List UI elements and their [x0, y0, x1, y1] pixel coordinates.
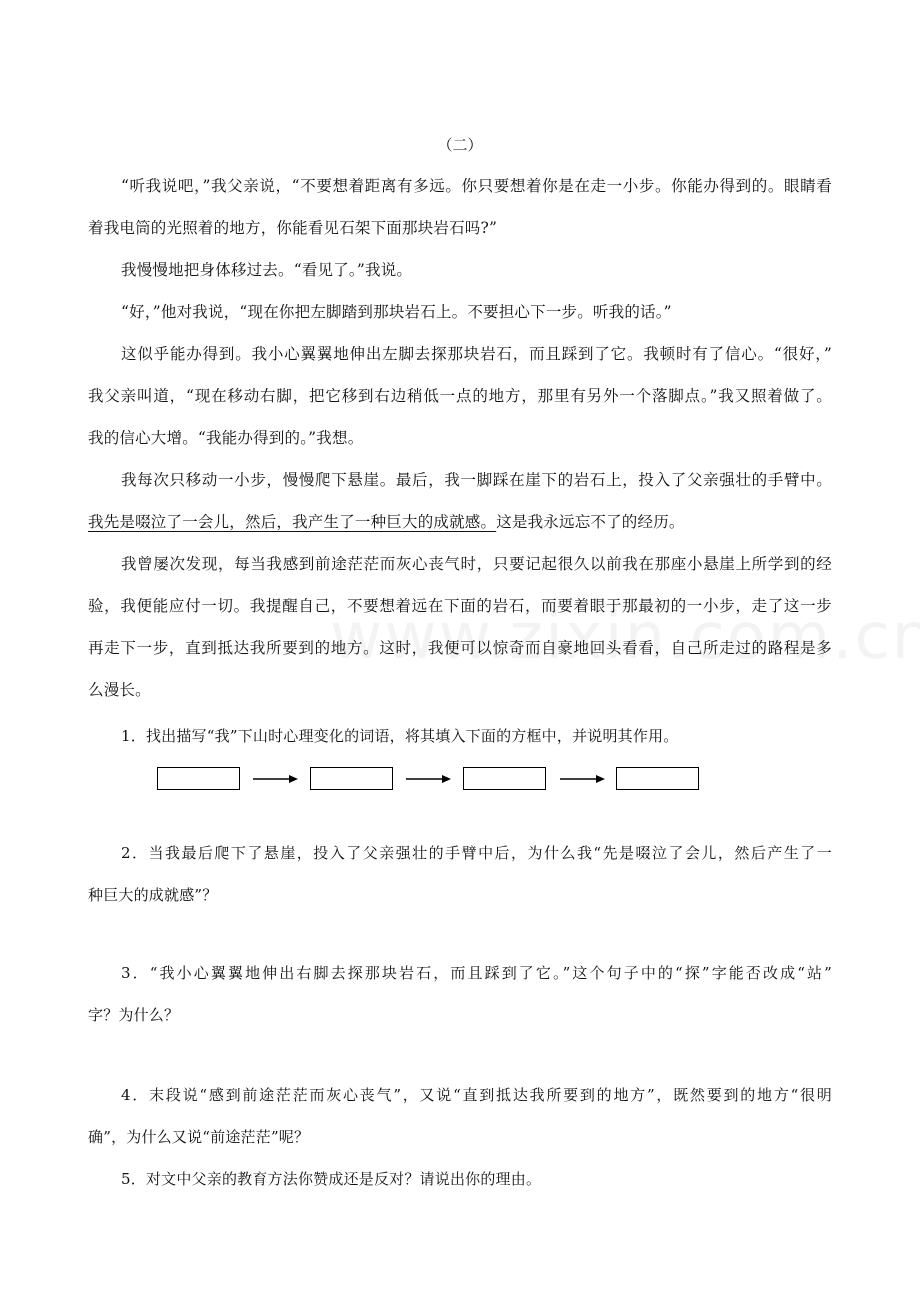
arrow-right-icon: [253, 774, 298, 784]
answer-box-1[interactable]: [157, 767, 240, 790]
passage-line: 验，我便能应付一切。我提醒自己，不要想着远在下面的岩石，而要着眼于那最初的一小步，走了这一步: [88, 597, 832, 615]
passage-text: 这是我永远忘不了的经历。: [496, 513, 685, 531]
passage-line: 我的信心大增。“我能办得到的。”我想。: [88, 429, 364, 447]
arrow-right-icon: [406, 774, 451, 784]
passage-line: “好，”他对我说，“现在你把左脚踏到那块岩石上。不要担心下一步。听我的话。”: [121, 303, 672, 321]
answer-box-4[interactable]: [616, 767, 699, 790]
passage-line: 我慢慢地把身体移过去。“看见了。”我说。: [121, 261, 413, 279]
passage-line: 着我电筒的光照着的地方，你能看见石架下面那块岩石吗?”: [88, 219, 498, 237]
section-title: （二）: [437, 136, 483, 154]
passage-line: 我父亲叫道，“现在移动右脚，把它移到右边稍低一点的地方，那里有另外一个落脚点。”我又照着做了。: [88, 387, 832, 405]
answer-box-2[interactable]: [310, 767, 393, 790]
passage-line: 我曾屡次发现，每当我感到前途茫茫而灰心丧气时，只要记起很久以前我在那座小悬崖上所学到的经: [121, 555, 832, 573]
question-4-cont: 确”，为什么又说“前途茫茫”呢？: [88, 1128, 310, 1146]
underlined-sentence: 我先是啜泣了一会儿，然后，我产生了一种巨大的成就感。: [88, 513, 497, 531]
answer-box-3[interactable]: [463, 767, 546, 790]
arrow-right-icon: [560, 774, 605, 784]
question-2-cont: 种巨大的成就感”？: [88, 886, 218, 904]
question-5: 5．对文中父亲的教育方法你赞成还是反对？请说出你的理由。: [121, 1170, 542, 1188]
passage-line: 我每次只移动一小步，慢慢爬下悬崖。最后，我一脚踩在崖下的岩石上，投入了父亲强壮的手臂中。: [121, 471, 832, 489]
question-2: 2．当我最后爬下了悬崖，投入了父亲强壮的手臂中后，为什么我“先是啜泣了会儿，然后产生了一: [121, 844, 832, 862]
passage-line: 这似乎能办得到。我小心翼翼地伸出左脚去探那块岩石，而且踩到了它。我顿时有了信心。“很好，”: [121, 345, 832, 363]
question-3: 3．“我小心翼翼地伸出右脚去探那块岩石，而且踩到了它。”这个句子中的“探”字能否改成“站”: [121, 964, 832, 982]
passage-line: 么漫长。: [88, 681, 151, 699]
passage-line: [88, 511, 685, 533]
question-1: 1．找出描写“我”下山时心理变化的词语，将其填入下面的方框中，并说明其作用。: [121, 727, 679, 745]
question-4: 4．末段说“感到前途茫茫而灰心丧气”，又说“直到抵达我所要到的地方”，既然要到的地方“很明: [121, 1086, 832, 1104]
passage-line: “听我说吧，”我父亲说，“不要想着距离有多远。你只要想着你是在走一小步。你能办得到的。眼睛看: [121, 177, 832, 195]
passage-line: 再走下一步，直到抵达我所要到的地方。这时，我便可以惊奇而自豪地回头看看，自己所走过的路程是多: [88, 639, 832, 657]
question-3-cont: 字？为什么？: [88, 1006, 180, 1024]
